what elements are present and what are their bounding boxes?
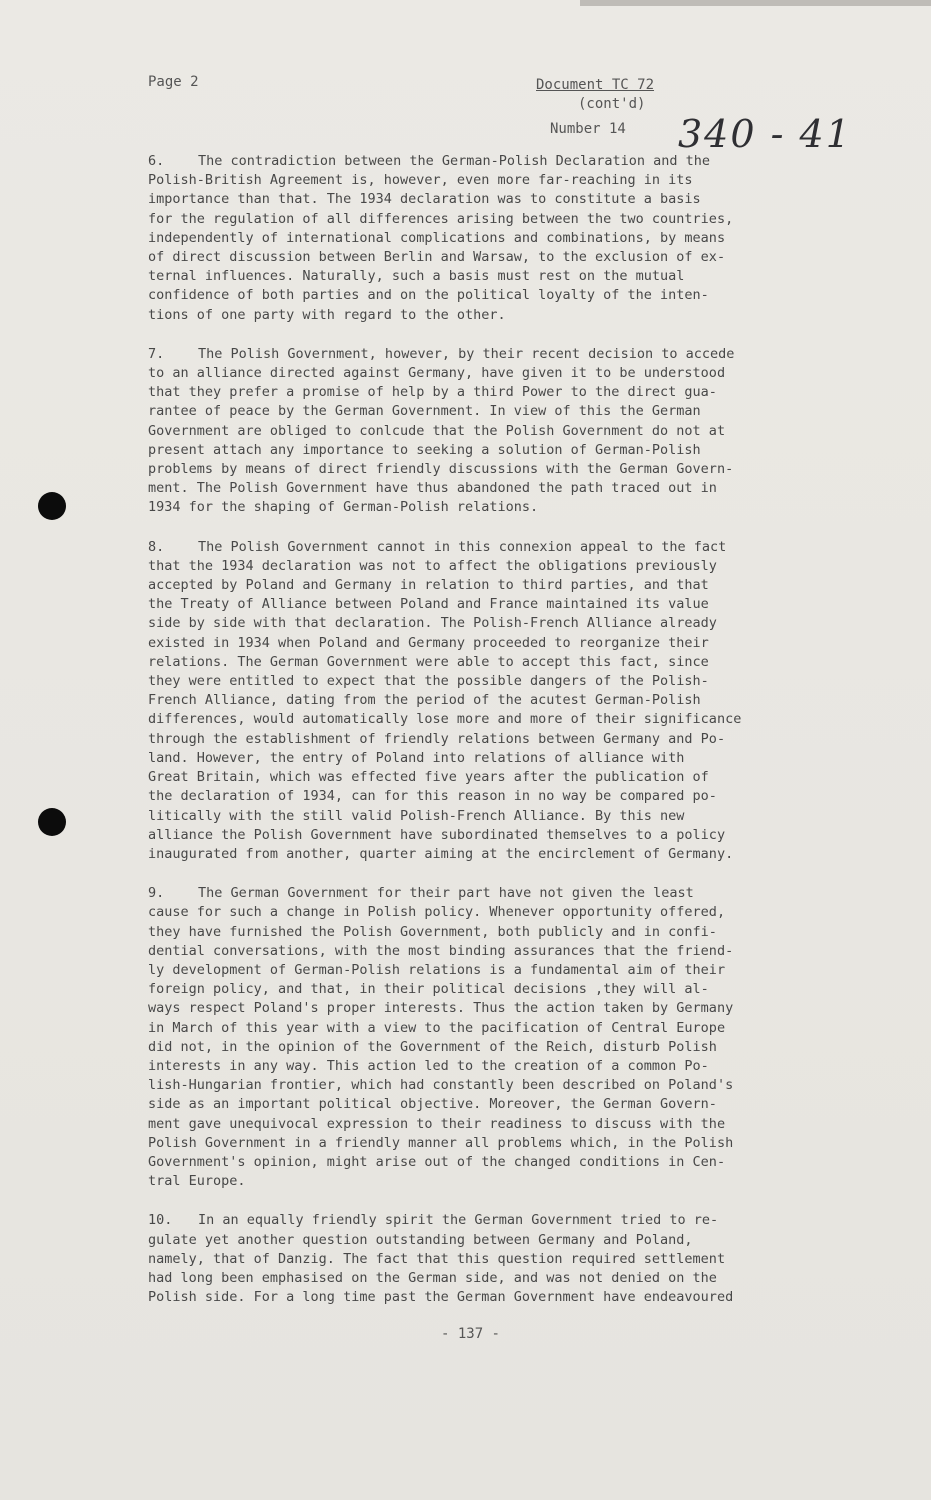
line-text: Polish-British Agreement is, however, even more far-reaching in its: [148, 172, 693, 189]
paragraph-line: [148, 768, 868, 787]
paragraph-line: [148, 614, 868, 633]
paragraph-line: [148, 710, 868, 729]
paragraph-line: [148, 210, 868, 229]
paragraph-line: [148, 422, 868, 441]
paragraph-line: [148, 999, 868, 1018]
paragraph-line: [148, 884, 868, 903]
paragraph-line: [148, 1250, 868, 1269]
paragraph-line: [148, 903, 868, 922]
paragraph-line: [148, 653, 868, 672]
paragraph: [148, 152, 868, 325]
handwritten-number: 340 - 41: [678, 112, 852, 156]
line-text: Polish Government in a friendly manner all problems which, in the Polish: [148, 1134, 734, 1151]
line-text: through the establishment of friendly relations between Germany and Po-: [148, 730, 726, 747]
punch-hole-upper: [38, 492, 66, 520]
line-text: The German Government for their part have not given the least: [198, 885, 694, 902]
paragraph-line: [148, 1153, 868, 1172]
paragraph-line: [148, 672, 868, 691]
paragraph-line: [148, 1288, 868, 1307]
continued-label: (cont'd): [578, 96, 646, 112]
line-text: to an alliance directed against Germany, have given it to be understood: [148, 365, 726, 382]
paragraph-line: [148, 1115, 868, 1134]
paragraph-line: [148, 942, 868, 961]
line-text: The Polish Government cannot in this connexion appeal to the fact: [198, 538, 727, 555]
paragraph-line: [148, 1134, 868, 1153]
line-text: ment gave unequivocal expression to their readiness to discuss with the: [148, 1115, 726, 1132]
paragraph-line: [148, 576, 868, 595]
paragraph-line: [148, 557, 868, 576]
document-header: [536, 76, 654, 139]
paragraph-line: [148, 1019, 868, 1038]
line-text: The contradiction between the German-Polish Declaration and the: [198, 153, 711, 169]
paragraph-line: [148, 1269, 868, 1288]
paragraph-line: [148, 595, 868, 614]
document-id: Document TC 72: [536, 77, 655, 93]
line-text: Government are obliged to conlcude that the Polish Government do not at: [148, 422, 726, 439]
line-text: land. However, the entry of Poland into relations of alliance with: [148, 749, 685, 766]
paragraph-line: [148, 383, 868, 402]
line-text: of direct discussion between Berlin and Warsaw, to the exclusion of ex-: [148, 249, 726, 266]
paragraph-line: [148, 538, 868, 557]
line-text: accepted by Poland and Germany in relation to third parties, and that: [148, 577, 709, 594]
paragraph-line: [148, 267, 868, 286]
paragraph-line: [148, 961, 868, 980]
paragraph-line: [148, 229, 868, 248]
paragraph-line: [148, 479, 868, 498]
paragraph-line: [148, 498, 868, 517]
line-text: dential conversations, with the most binding assurances that the friend-: [148, 942, 734, 959]
line-text: lish-Hungarian frontier, which had constantly been described on Poland's: [148, 1077, 734, 1094]
line-text: Great Britain, which was effected five years after the publication of: [148, 769, 709, 786]
paragraph-line: [148, 364, 868, 383]
line-text: problems by means of direct friendly discussions with the German Govern-: [148, 461, 734, 478]
line-text: In an equally friendly spirit the German Government tried to re-: [198, 1212, 719, 1229]
line-text: Government's opinion, might arise out of the changed conditions in Cen-: [148, 1153, 726, 1170]
line-text: did not, in the opinion of the Government of the Reich, disturb Polish: [148, 1038, 717, 1055]
paragraph-line: [148, 826, 868, 845]
paragraph-line: [148, 749, 868, 768]
paragraph-line: [148, 1095, 868, 1114]
line-text: interests in any way. This action led to the creation of a common Po-: [148, 1057, 709, 1074]
line-text: tions of one party with regard to the other.: [148, 306, 506, 323]
line-text: tral Europe.: [148, 1173, 246, 1190]
line-text: that the 1934 declaration was not to affect the obligations previously: [148, 557, 717, 574]
paragraph-line: [148, 171, 868, 190]
paragraph-line: [148, 1076, 868, 1095]
line-text: French Alliance, dating from the period of the acutest German-Polish: [148, 692, 701, 709]
paragraph-line: [148, 923, 868, 942]
line-text: side by side with that declaration. The Polish-French Alliance already: [148, 615, 717, 632]
paragraph-line: [148, 807, 868, 826]
paragraph-number: 10.: [148, 1212, 173, 1229]
page-number: - 137 -: [440, 1326, 500, 1342]
line-text: gulate yet another question outstanding between Germany and Poland,: [148, 1231, 693, 1248]
paragraph-line: [148, 345, 868, 364]
line-text: 1934 for the shaping of German-Polish relations.: [148, 499, 539, 516]
line-text: ly development of German-Polish relations is a fundamental aim of their: [148, 961, 726, 978]
paragraph-line: [148, 248, 868, 267]
line-text: importance than that. The 1934 declaration was to constitute a basis: [148, 191, 701, 208]
line-text: the Treaty of Alliance between Poland and France maintained its value: [148, 596, 709, 613]
paragraph-line: [148, 441, 868, 460]
line-text: existed in 1934 when Poland and Germany proceeded to reorganize their: [148, 634, 709, 651]
paragraph-line: [148, 1057, 868, 1076]
paragraph: [148, 884, 868, 1191]
line-text: differences, would automatically lose more and more of their significance: [148, 711, 742, 728]
line-text: ternal influences. Naturally, such a basis must rest on the mutual: [148, 268, 685, 285]
paragraph-number: 7.: [148, 345, 165, 362]
paragraph-line: [148, 286, 868, 305]
number-label: Number 14: [550, 121, 626, 137]
line-text: side as an important political objective. Moreover, the German Govern-: [148, 1096, 717, 1113]
line-text: they have furnished the Polish Government, both publicly and in confi-: [148, 923, 717, 940]
paragraph-number: 9.: [148, 885, 165, 902]
line-text: namely, that of Danzig. The fact that this question required settlement: [148, 1250, 726, 1267]
line-text: Polish side. For a long time past the German Government have endeavoured: [148, 1289, 734, 1306]
paragraph-line: [148, 152, 868, 171]
paragraph: [148, 1211, 868, 1307]
paragraph-line: [148, 402, 868, 421]
line-text: for the regulation of all differences arising between the two countries,: [148, 210, 734, 227]
line-text: present attach any importance to seeking a solution of German-Polish: [148, 441, 701, 458]
body-text: [148, 152, 868, 1327]
paragraph-line: [148, 1211, 868, 1230]
line-text: had long been emphasised on the German side, and was not denied on the: [148, 1269, 717, 1286]
line-text: they were entitled to expect that the possible dangers of the Polish-: [148, 673, 709, 690]
paragraph-line: [148, 1038, 868, 1057]
paragraph: [148, 345, 868, 518]
paragraph-number: 6.: [148, 153, 165, 169]
paragraph-line: [148, 845, 868, 864]
scan-edge-mark: [580, 0, 931, 6]
line-text: ways respect Poland's proper interests. Thus the action taken by Germany: [148, 1000, 734, 1017]
line-text: litically with the still valid Polish-French Alliance. By this new: [148, 807, 685, 824]
paragraph-line: [148, 787, 868, 806]
paragraph-line: [148, 980, 868, 999]
line-text: that they prefer a promise of help by a third Power to the direct gua-: [148, 384, 717, 401]
line-text: rantee of peace by the German Government. In view of this the German: [148, 403, 701, 420]
paragraph-line: [148, 306, 868, 325]
line-text: foreign policy, and that, in their political decisions ,they will al-: [148, 981, 709, 998]
paragraph-line: [148, 460, 868, 479]
line-text: alliance the Polish Government have subordinated themselves to a policy: [148, 826, 726, 843]
line-text: inaugurated from another, quarter aiming at the encirclement of Germany.: [148, 845, 734, 862]
paragraph-line: [148, 190, 868, 209]
paragraph-line: [148, 1231, 868, 1250]
line-text: ment. The Polish Government have thus abandoned the path traced out in: [148, 480, 717, 497]
paragraph-line: [148, 1172, 868, 1191]
line-text: relations. The German Government were able to accept this fact, since: [148, 653, 709, 670]
paragraph-number: 8.: [148, 538, 165, 555]
line-text: the declaration of 1934, can for this reason in no way be compared po-: [148, 788, 717, 805]
paragraph-line: [148, 634, 868, 653]
paragraph-line: [148, 691, 868, 710]
punch-hole-lower: [38, 808, 66, 836]
paragraph-line: [148, 730, 868, 749]
paragraph: [148, 538, 868, 864]
line-text: in March of this year with a view to the pacification of Central Europe: [148, 1019, 726, 1036]
line-text: confidence of both parties and on the political loyalty of the inten-: [148, 287, 709, 304]
line-text: independently of international complications and combinations, by means: [148, 229, 726, 246]
line-text: The Polish Government, however, by their recent decision to accede: [198, 345, 735, 362]
line-text: cause for such a change in Polish policy. Whenever opportunity offered,: [148, 904, 726, 921]
page-label: Page 2: [148, 74, 199, 90]
